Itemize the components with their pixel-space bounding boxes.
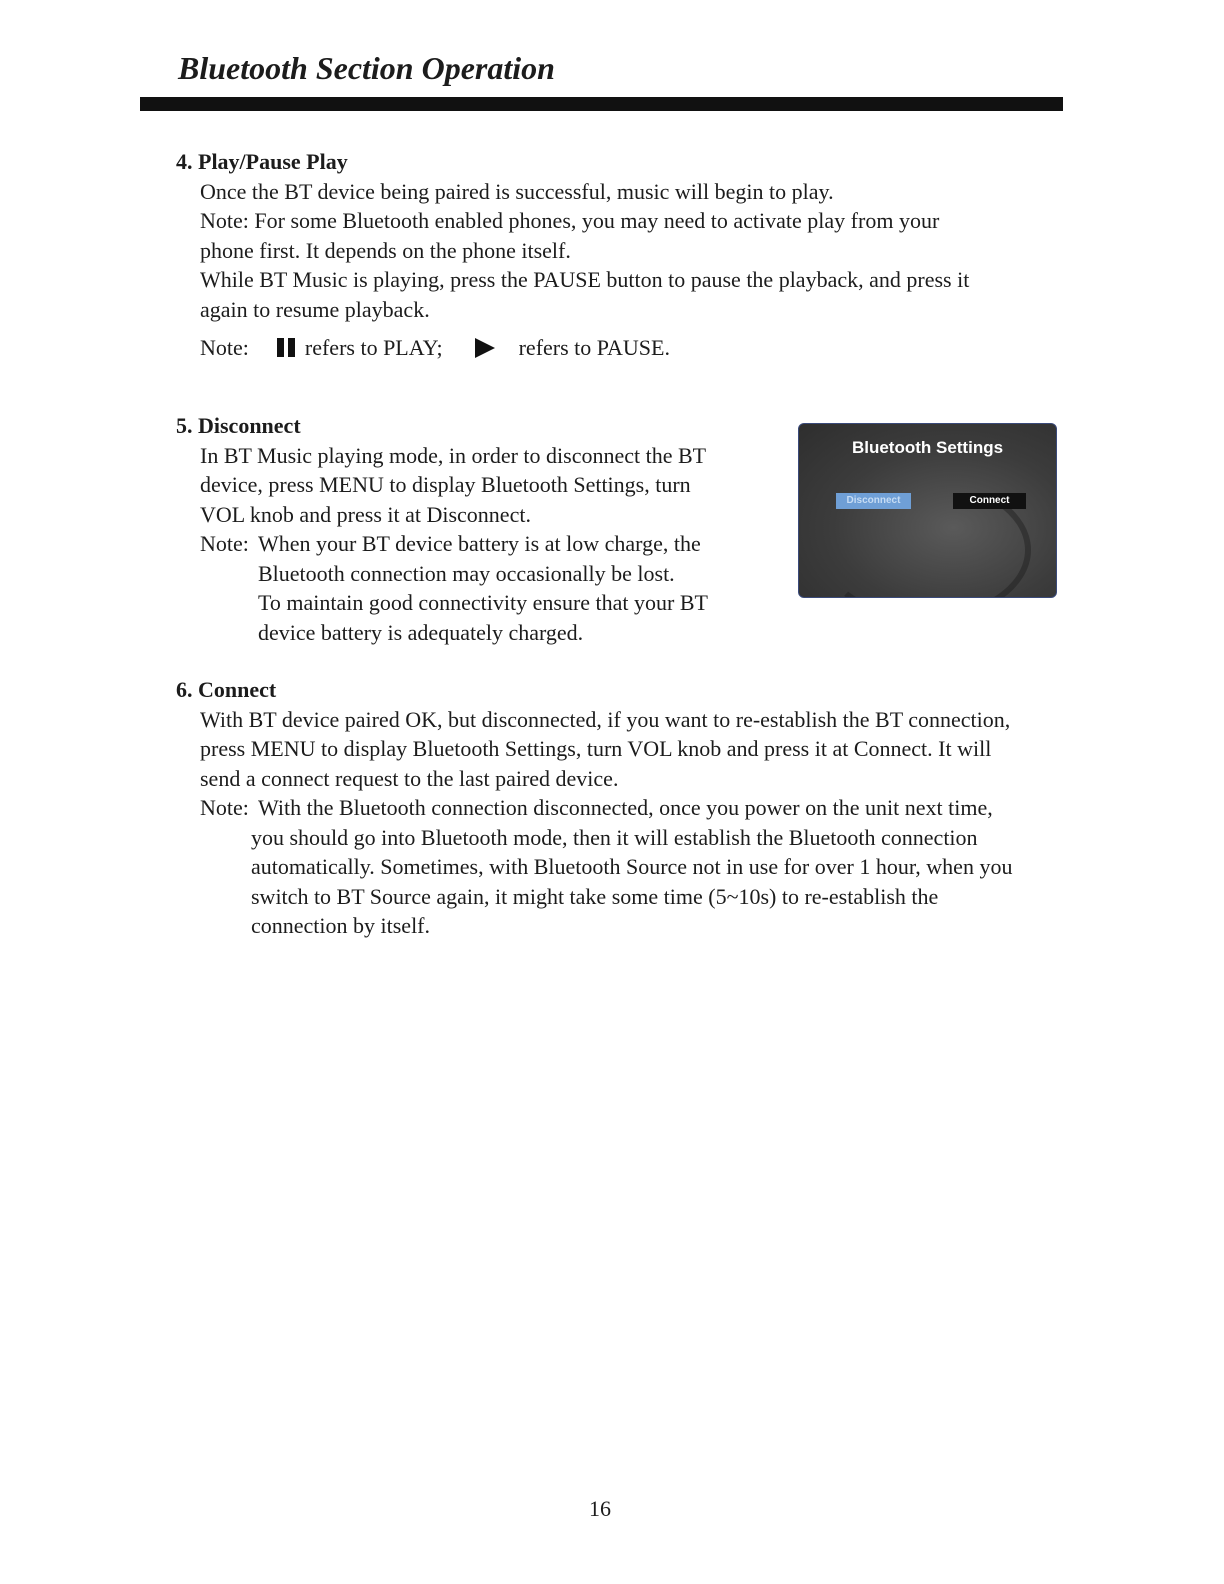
- connect-button[interactable]: Connect: [953, 493, 1026, 509]
- section-heading-disconnect: 5. Disconnect: [176, 413, 301, 438]
- disconnect-note: [200, 529, 708, 647]
- section-heading-connect: 6. Connect: [176, 677, 277, 702]
- paragraph-line: again to resume playback.: [200, 296, 430, 322]
- section-heading-play-pause: 4. Play/Pause Play: [176, 149, 348, 174]
- play-icon: [475, 338, 495, 358]
- play-pause-note: [200, 333, 969, 363]
- paragraph-line: press MENU to display Bluetooth Settings, turn VOL knob and press it at Connect. It will: [200, 736, 992, 761]
- connect-note: [200, 793, 1012, 823]
- pause-meaning: refers to PLAY;: [304, 335, 443, 360]
- note-line: switch to BT Source again, it might take some time (5~10s) to re-establish the: [251, 883, 939, 909]
- note-line: connection by itself.: [251, 913, 431, 938]
- note-line: Bluetooth connection may occasionally be lost.: [258, 560, 675, 586]
- disconnect-button[interactable]: Disconnect: [836, 493, 911, 509]
- paragraph-line: send a connect request to the last paired device.: [200, 765, 619, 791]
- page-number: 16: [589, 1496, 611, 1521]
- paragraph-line: In BT Music playing mode, in order to disconnect the BT: [200, 442, 707, 468]
- paragraph-line: VOL knob and press it at Disconnect.: [200, 501, 531, 527]
- pause-icon: [277, 338, 295, 357]
- note-line: When your BT device battery is at low charge, the: [258, 531, 701, 556]
- title-rule: [140, 97, 1063, 111]
- paragraph-line: device, press MENU to display Bluetooth Settings, turn: [200, 472, 691, 497]
- section-play-pause: [176, 147, 969, 363]
- note-line: automatically. Sometimes, with Bluetooth Source not in use for over 1 hour, when you: [251, 854, 1013, 879]
- paragraph-line: With BT device paired OK, but disconnected, if you want to re-establish the BT connection,: [200, 706, 1011, 732]
- note-label: Note:: [200, 531, 249, 556]
- paragraph-line: Note: For some Bluetooth enabled phones, you may need to activate play from your: [200, 208, 940, 233]
- paragraph-line: Once the BT device being paired is successful, music will begin to play.: [200, 178, 834, 204]
- section-disconnect: [176, 411, 708, 647]
- note-line: To maintain good connectivity ensure that your BT: [258, 590, 708, 615]
- bluetooth-settings-title: Bluetooth Settings: [851, 438, 1004, 457]
- play-meaning: refers to PAUSE.: [518, 335, 670, 360]
- note-label: Note:: [200, 335, 249, 360]
- page-title: Bluetooth Section Operation: [178, 50, 555, 86]
- note-line: With the Bluetooth connection disconnected, once you power on the unit next time,: [258, 795, 993, 820]
- note-line: device battery is adequately charged.: [258, 619, 584, 645]
- note-label: Note:: [200, 795, 249, 820]
- bluetooth-settings-screen: [798, 423, 1057, 598]
- paragraph-line: While BT Music is playing, press the PAUSE button to pause the playback, and press it: [200, 267, 970, 292]
- note-line: you should go into Bluetooth mode, then it will establish the Bluetooth connection: [251, 824, 978, 850]
- section-connect: [176, 675, 1012, 941]
- paragraph-line: phone first. It depends on the phone itself.: [200, 237, 571, 263]
